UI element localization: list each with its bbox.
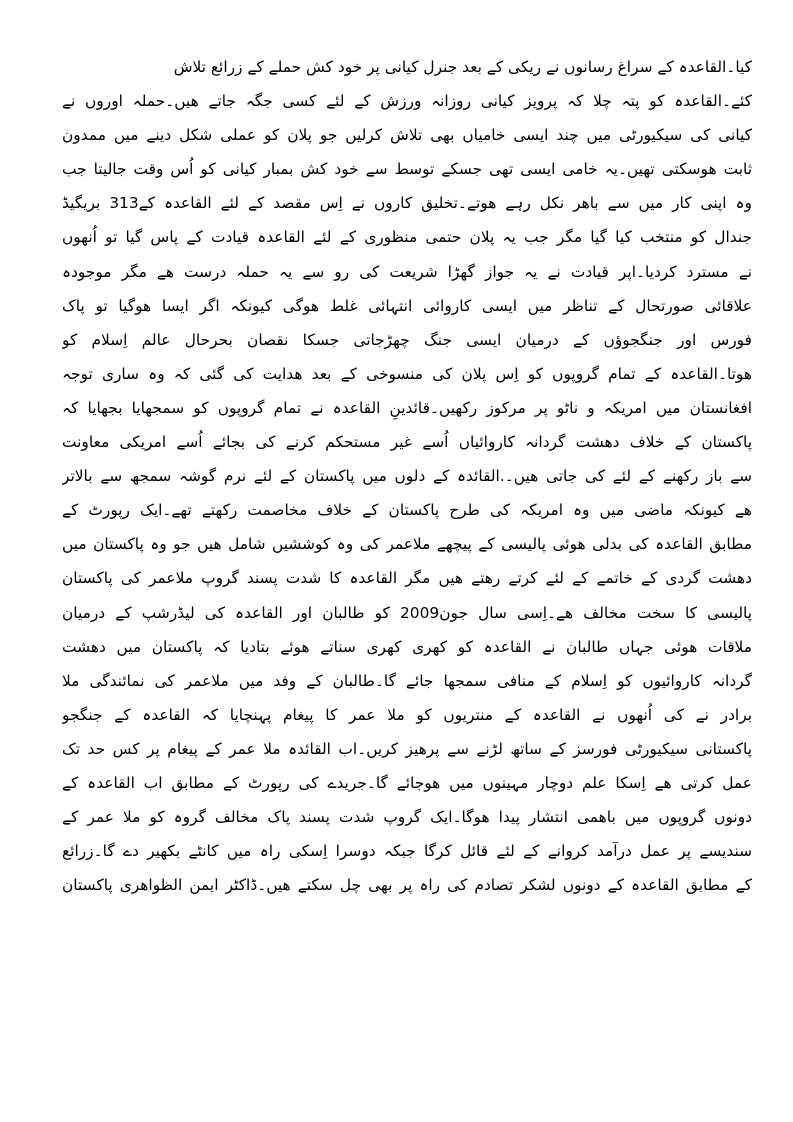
- text-line: علاقائی صورتحال کے تناظر میں ایسی کاروائی انتہائی غلط ھوگی کیونکہ اگر ایسا ھوگیا تو پاک: [62, 296, 752, 315]
- text-line: کئے۔القاعدہ کو پتہ چلا کہ پرویز کیانی روزانہ ورزش کے لئے کسی جگہ جاتے ھیں۔حملہ اوروں نے: [62, 92, 752, 111]
- text-line: پاکستانی سیکیورٹی فورسز کے ساتھ لڑنے سے پرھیز کریں۔اب القائدہ ملا عمر کے پیغام پر کس حد تک: [62, 739, 752, 758]
- text-line: کے مطابق القاعدہ کے دونوں لشکر تصادم کی راہ پر بھی چل سکتے ھیں۔ڈاکٹر ایمن الظواھری پاکستان: [62, 876, 752, 895]
- text-line: سے باز رکھنے کے لئے کی جاتی ھیں۔.القائدہ کے دلوں میں پاکستان کے لئے نرم گوشہ سمجھ سے بالاتر: [62, 467, 752, 486]
- text-line: ھے کیونکہ ماضی میں وہ امریکہ کی طرح پاکستان کے خلاف مخاصمت رکھتے تھے۔ایک رپورٹ کے: [62, 501, 752, 520]
- body-text: [62, 50, 752, 902]
- text-line: پاکستان کے خلاف دھشت گردانہ کاروائیاں اُسے غیر مستحکم کرنے کی بجائے اُسے امریکی معاونت: [62, 433, 752, 452]
- text-line: مطابق القاعدہ کی بدلی ھوئی پالیسی کے پیچھے ملاعمر کی وہ کوششیں شامل ھیں جو وہ پاکستان میں: [62, 535, 752, 554]
- text-line: نے مسترد کردیا۔اپر قیادت نے یہ جواز گھڑا شریعت کی رو سے یہ حملہ درست ھے مگر موجودہ: [62, 262, 752, 281]
- text-line: کیانی کی سیکیورٹی میں چند ایسی خامیاں بھی تلاش کرلیں جو پلان کو عملی شکل دینے میں ممدون: [62, 126, 752, 145]
- text-line: پالیسی کا سخت مخالف ھے۔اِسی سال جون2009 کو طالبان اور القاعدہ کی لیڈرشپ کے درمیان: [62, 603, 752, 622]
- text-line: عمل کرتی ھے اِسکا علم دوچار مہینوں میں ھوجائے گا۔جریدے کی رپورٹ کے مطابق اب القاعدہ کے: [62, 773, 752, 792]
- text-line: وہ اپنی کار میں سے باھر نکل رہے ھوتے۔تخلیق کاروں نے اِس مقصد کے لئے القاعدہ کے313 بریگیڈ: [62, 194, 752, 213]
- text-line: گردانہ کاروائیوں کو اِسلام کے منافی سمجھا جائے گا۔طالبان کے وفد میں ملاعمر کی نمائندگی ملا: [62, 671, 752, 690]
- text-line: افغانستان میں امریکہ و ناٹو پر مرکوز رکھیں۔قائدینِ القاعدہ نے تمام گروپوں کو سمجھایا بجھایا کہ: [62, 398, 752, 417]
- text-line: فورس اور جنگجوؤں کے درمیان ایسی جنگ چھڑجاتی جسکا نقصان بحرحال عالم اِسلام کو: [62, 330, 752, 349]
- text-line: جندال کو منتخب کیا گیا مگر جب یہ پلان حتمی منظوری کے لئے القاعدہ قیادت کے پاس گیا تو اُنھوں: [62, 228, 752, 247]
- text-line: کیا۔القاعدہ کے سراغ رسانوں نے ریکی کے بعد جنرل کیانی پر خود کش حملے کے زرائع تلاش: [173, 58, 752, 76]
- text-line: برادر نے کی اُنھوں نے القاعدہ کے منتریوں کو ملا عمر کا پیغام پہنچایا کہ القاعدہ کے جنگجو: [62, 705, 752, 724]
- text-line: ثابت ھوسکتی تھیں۔یہ خامی ایسی تھی جسکے توسط سے خود کش بمبار کیانی کو اُس وقت جالیتا جب: [62, 160, 752, 179]
- text-line: ملاقات ھوئی جہاں طالبان نے القاعدہ کو کھری کھری سناتے ھوئے بتادیا کہ پاکستان میں دھشت: [62, 637, 752, 656]
- text-line: دھشت گردی کے خاتمے کے لئے کرتے رھتے ھیں مگر القاعدہ کا شدت پسند گروپ ملاعمر کی پاکستان: [62, 569, 752, 588]
- text-line: دونوں گروپوں میں باھمی انتشار پیدا ھوگا۔ایک گروپ شدت پسند پاک مخالف گروہ کو ملا عمر کے: [62, 808, 752, 827]
- text-line: سندیسے پر عمل درآمد کروانے کے لئے قائل کرگا جبکہ دوسرا اِسکی راہ میں کانٹے بکھیر دے گا۔زرائع: [62, 842, 752, 861]
- text-line: ھوتا۔القاعدہ کے تمام گروپوں کو اِس پلان کی منسوخی کے بعد ھدایت کی گئی کہ وہ ساری توجہ: [62, 364, 752, 383]
